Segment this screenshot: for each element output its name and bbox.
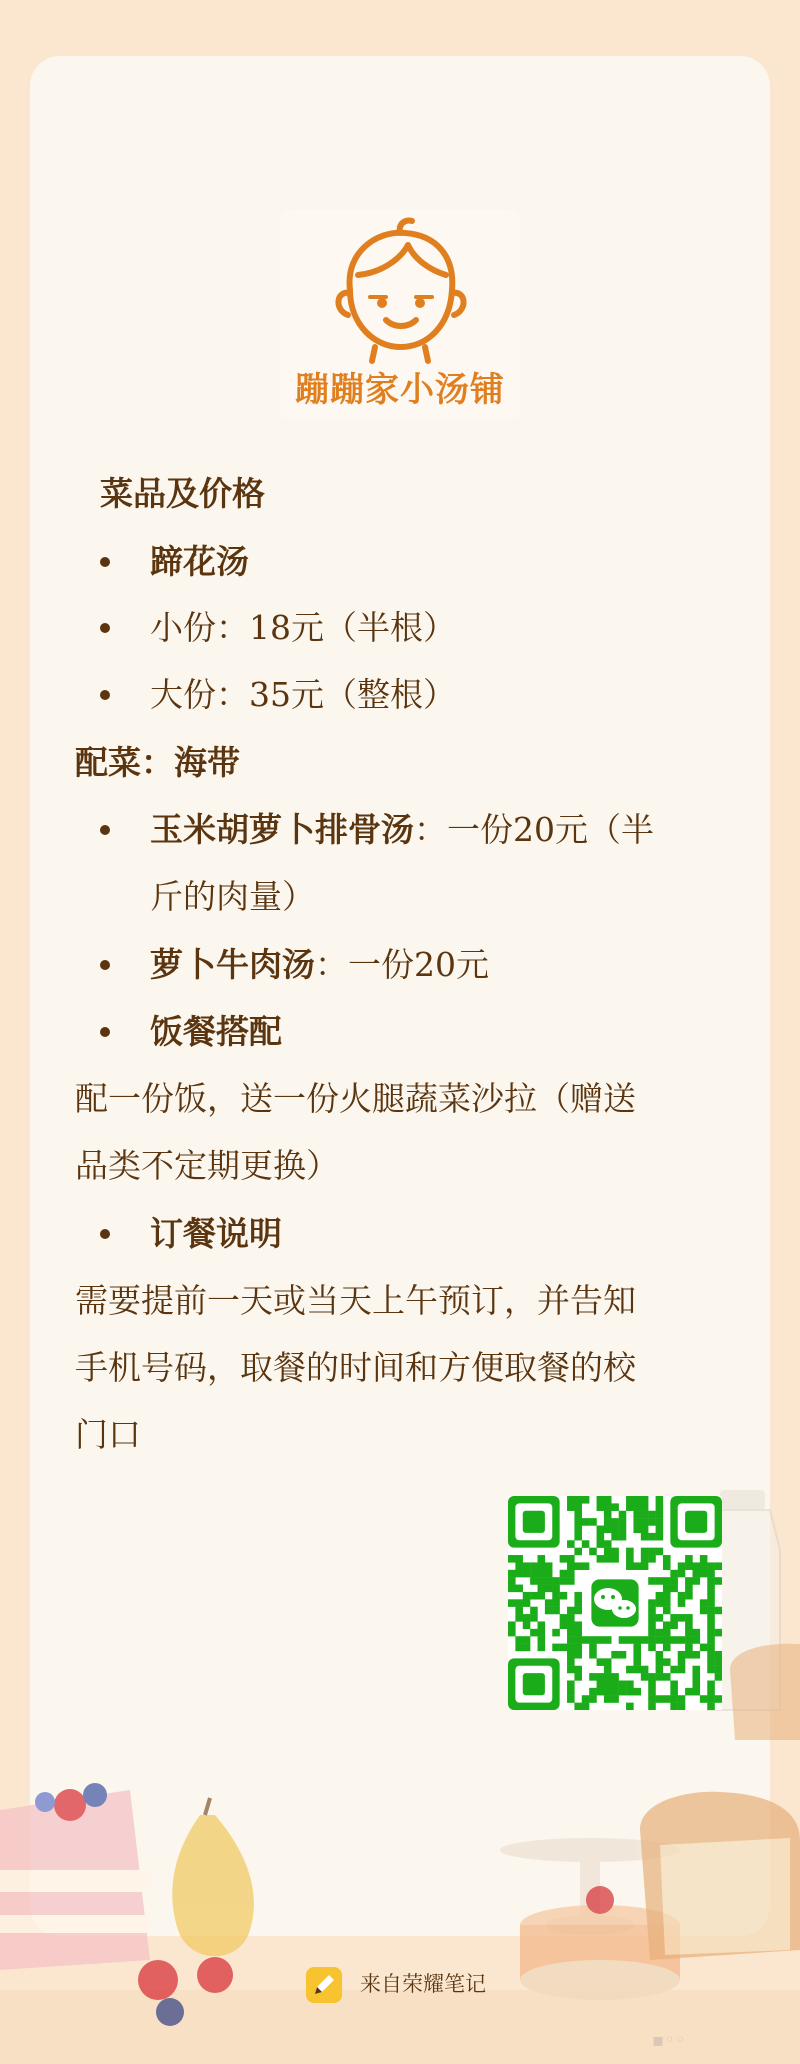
item-name: 萝卜牛肉汤 [150,945,315,984]
item-trotter-soup: 蹄花汤 [150,542,249,581]
wechat-qr-code[interactable] [508,1496,722,1710]
order-line-1: 需要提前一天或当天上午预订，并告知 [75,1281,636,1320]
bullet [100,557,110,567]
item-corn-carrot-rib-soup [150,804,654,851]
bread-right-illustration [725,1640,800,1750]
cake-slice-left [0,1783,150,1970]
item-radish-beef-soup [150,939,489,986]
item-trotter-large-price: 大份：35元（整根） [150,675,456,714]
footer-source: 来自荣耀笔记 [360,1972,486,1996]
bullet [100,690,110,700]
pencil-icon [306,1967,342,2003]
order-line-3: 门口 [75,1415,141,1454]
bullet [100,960,110,970]
boy-face-icon [320,215,480,365]
combo-line-2: 品类不定期更换） [75,1146,339,1185]
order-line-2: 手机号码，取餐的时间和方便取餐的校 [75,1348,636,1387]
bullet [100,1229,110,1239]
menu-heading: 菜品及价格 [100,474,265,513]
watermark: ▪◦◦ [652,2030,686,2051]
item-corn-carrot-rib-soup-cont: 斤的肉量） [150,877,315,916]
dessert-illustration [0,1720,800,2064]
item-price: ：一份20元（半 [414,810,654,849]
item-trotter-small-price: 小份：18元（半根） [150,608,456,647]
order-heading: 订餐说明 [150,1214,282,1253]
combo-line-1: 配一份饭，送一份火腿蔬菜沙拉（赠送 [75,1079,636,1118]
bullet [100,623,110,633]
bread-loaf [640,1792,800,1960]
item-name: 玉米胡萝卜排骨汤 [150,810,414,849]
item-price: ：一份20元 [315,945,489,984]
shop-logo [280,210,520,420]
qr-code-graphic [508,1496,722,1710]
shop-name: 蹦蹦家小汤铺 [295,370,505,410]
side-dish: 配菜：海带 [75,743,240,782]
bullet [100,1027,110,1037]
pear-icon [172,1798,254,1956]
combo-heading: 饭餐搭配 [150,1012,282,1051]
bullet [100,825,110,835]
